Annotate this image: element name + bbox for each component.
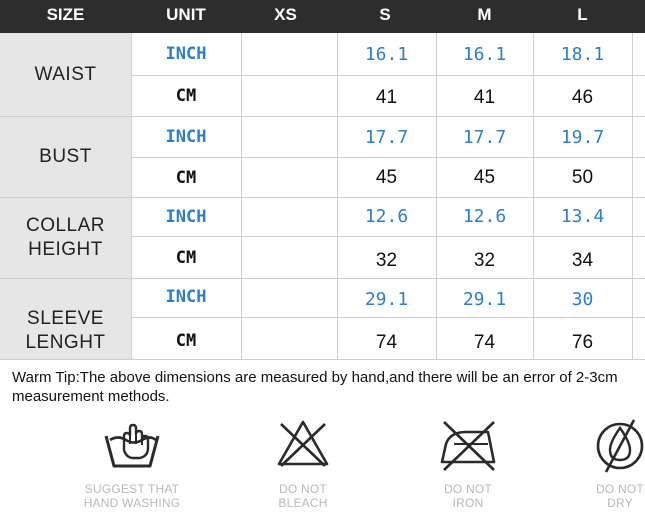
sleeve-s-inch: 29.1 [364,288,409,310]
care-label-line: DO NOT [596,482,644,496]
collar-xs-inch [241,198,337,235]
warm-tip-line: Warm Tip:The above dimensions are measured by hand,and there will be an error of 2-3cm [12,369,618,386]
grid-line [337,33,338,360]
bust-l-cm: 50 [571,167,594,188]
waist-xs-inch [241,33,337,75]
care-label-line: HAND WASHING [83,496,181,510]
collar-s-inch: 12.6 [364,206,409,227]
bust-m-cm: 45 [473,167,496,188]
grid-line [131,75,645,76]
waist-m-cm: 41 [473,86,496,108]
unit-cm: CM [175,85,197,106]
bust-xs-cm [241,158,337,198]
bust-xs-inch [241,117,337,157]
bust-s-cm: 45 [375,167,398,188]
grid-line [0,359,645,360]
care-label-line: BLEACH [278,496,328,510]
care-no-dry [550,414,645,510]
grid-line [131,33,132,360]
warm-tip-line: measurement methods. [12,388,170,405]
header-size: SIZE [46,5,85,24]
row-label-line: COLLAR [25,215,106,236]
sleeve-l-inch: 30 [571,288,594,310]
bust-l-inch: 19.7 [560,126,605,148]
care-label-line: DRY [607,496,633,510]
row-label-line: SLEEVE [27,308,104,329]
unit-inch: INCH [165,206,207,227]
sleeve-xs-inch [241,281,337,317]
grid-line [131,236,645,237]
warm-tip [12,368,645,406]
waist-m-inch: 16.1 [462,43,507,65]
grid-line [131,317,645,318]
unit-cm: CM [175,248,197,268]
collar-m-inch: 12.6 [462,206,507,227]
care-label-line: DO NOT [444,482,492,496]
grid-line [0,278,645,279]
no-iron-icon [438,414,498,474]
care-label-line: DO NOT [279,482,327,496]
bust-m-inch: 17.7 [462,126,507,148]
grid-line [436,33,437,360]
grid-line [131,157,645,158]
row-label-text: WAIST [34,63,97,85]
care-label [398,482,538,510]
no-dry-icon [590,414,645,474]
unit-inch: INCH [165,127,207,147]
care-label [550,482,645,510]
collar-l-cm: 34 [571,250,594,271]
unit-cm: CM [175,331,197,351]
no-bleach-icon [273,414,333,474]
table-header [0,0,645,33]
row-label-sleeve-length [0,279,131,360]
sleeve-xs-cm [241,322,337,364]
waist-s-cm: 41 [375,86,398,108]
header-s: S [379,5,391,24]
grid-line [533,33,534,360]
grid-line [241,33,242,360]
care-label-line: IRON [452,496,484,510]
waist-l-cm: 46 [571,86,594,108]
unit-cm: CM [175,168,197,188]
grid-line [0,197,645,198]
care-label [233,482,373,510]
grid-line [632,33,633,360]
header-unit: UNIT [166,5,206,24]
collar-xs-cm [241,240,337,282]
waist-l-inch: 18.1 [560,43,605,65]
row-label-line: LENGHT [25,332,106,353]
collar-s-cm: 32 [375,250,398,271]
waist-xs-cm [241,75,337,116]
care-label [62,482,202,510]
collar-m-cm: 32 [473,250,496,271]
collar-l-inch: 13.4 [560,206,605,227]
unit-inch: INCH [165,44,207,64]
row-label-line: HEIGHT [28,239,103,260]
care-hand-wash [62,414,202,510]
hand-wash-icon [102,414,162,474]
header-l: L [577,5,588,24]
row-label-collar-height [0,198,131,278]
care-no-iron [398,414,538,510]
bust-s-inch: 17.7 [364,126,409,148]
unit-inch: INCH [165,287,207,307]
sleeve-l-cm: 76 [571,332,594,353]
care-label-line: SUGGEST THAT [84,482,180,496]
header-m: M [477,5,492,24]
row-label-waist [0,33,131,116]
row-label-bust [0,117,131,197]
grid-line [0,116,645,117]
waist-s-inch: 16.1 [364,43,409,65]
sleeve-s-cm: 74 [375,332,398,353]
row-label-text: BUST [39,146,92,167]
sleeve-m-inch: 29.1 [462,288,507,310]
care-no-bleach [233,414,373,510]
header-xs: XS [274,5,297,24]
sleeve-m-cm: 74 [473,332,496,353]
